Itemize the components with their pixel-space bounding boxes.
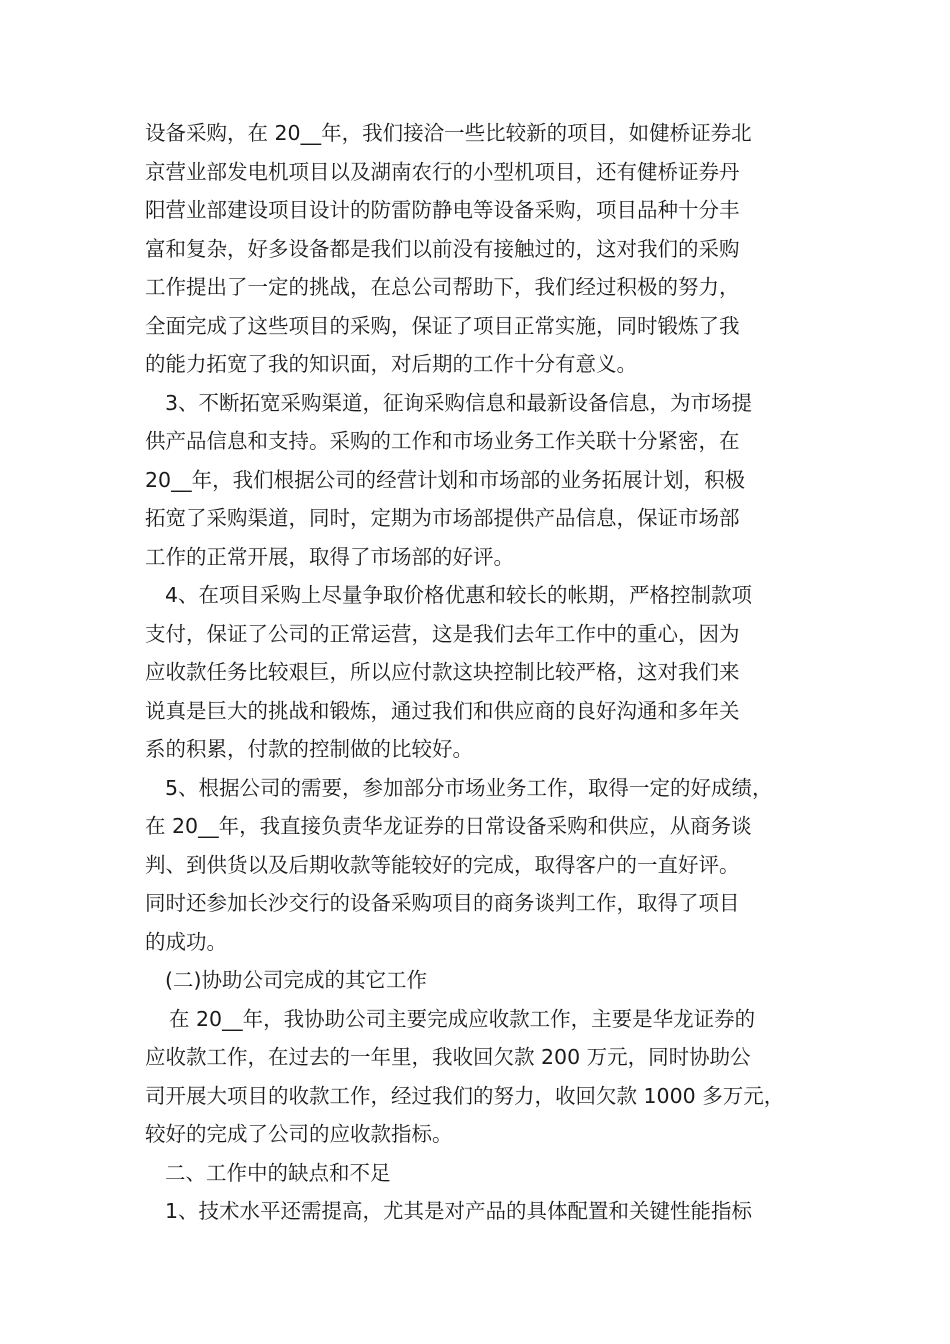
text-line: 同时还参加长沙交行的设备采购项目的商务谈判工作，取得了项目	[145, 891, 740, 915]
text-line: 系的积累，付款的控制做的比较好。	[145, 737, 473, 761]
document-body	[145, 114, 825, 1231]
text-line: 设备采购，在 20__年，我们接洽一些比较新的项目，如健桥证券北	[145, 121, 752, 145]
text-line: 说真是巨大的挑战和锻炼，通过我们和供应商的良好沟通和多年关	[145, 698, 740, 723]
text-line: 3、不断拓宽采购渠道，征询采购信息和最新设备信息，为市场提	[165, 390, 753, 415]
text-line: 在 20__年，我直接负责华龙证券的日常设备采购和供应，从商务谈	[145, 814, 752, 838]
text-line: 全面完成了这些项目的采购，保证了项目正常实施，同时锻炼了我	[145, 313, 740, 338]
text-line: 二、工作中的缺点和不足	[165, 1160, 391, 1185]
text-line: 供产品信息和支持。采购的工作和市场业务工作关联十分紧密，在	[145, 429, 740, 453]
text-line: 4、在项目采购上尽量争取价格优惠和较长的帐期，严格控制款项	[165, 583, 753, 607]
text-line: 富和复杂，好多设备都是我们以前没有接触过的，这对我们的采购	[145, 236, 740, 261]
text-line: 1、技术水平还需提高，尤其是对产品的具体配置和关键性能指标	[165, 1199, 753, 1223]
text-line: (二)协助公司完成的其它工作	[165, 968, 427, 992]
text-line: 应收款任务比较艰巨，所以应付款这块控制比较严格，这对我们来	[145, 660, 740, 684]
text-line: 拓宽了采购渠道，同时，定期为市场部提供产品信息，保证市场部	[145, 506, 740, 530]
text-line: 20__年，我们根据公司的经营计划和市场部的业务拓展计划，积极	[145, 467, 746, 492]
text-line: 5、根据公司的需要，参加部分市场业务工作，取得一定的好成绩，	[165, 775, 773, 800]
text-line: 工作的正常开展，取得了市场部的好评。	[145, 544, 514, 569]
text-line: 支付，保证了公司的正常运营，这是我们去年工作中的重心，因为	[145, 621, 740, 646]
text-line: 在 20__年，我协助公司主要完成应收款工作，主要是华龙证券的	[169, 1006, 756, 1031]
text-line: 应收款工作，在过去的一年里，我收回欠款 200 万元，同时协助公	[145, 1045, 751, 1069]
text-line: 判、到供货以及后期收款等能较好的完成，取得客户的一直好评。	[145, 852, 740, 877]
text-line: 的成功。	[145, 929, 227, 954]
text-line: 工作提出了一定的挑战，在总公司帮助下，我们经过积极的努力，	[145, 275, 740, 299]
text-line: 京营业部发电机项目以及湖南农行的小型机项目，还有健桥证券丹	[145, 159, 740, 184]
text-line: 司开展大项目的收款工作，经过我们的努力，收回欠款 1000 多万元，	[145, 1083, 785, 1108]
text-line: 较好的完成了公司的应收款指标。	[145, 1122, 453, 1146]
text-line: 阳营业部建设项目设计的防雷防静电等设备采购，项目品种十分丰	[145, 198, 740, 222]
text-line: 的能力拓宽了我的知识面，对后期的工作十分有意义。	[145, 352, 637, 376]
